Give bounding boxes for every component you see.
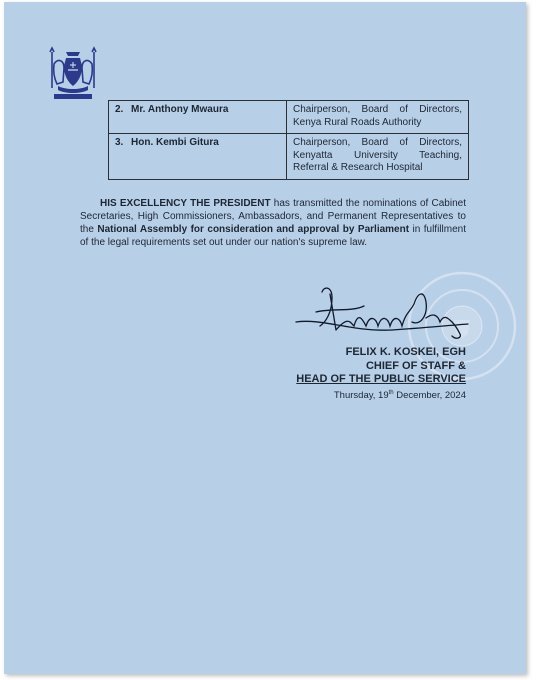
- emphasis-text: National Assembly for consideration and approval by Parliament: [97, 224, 410, 235]
- table-row: [109, 101, 469, 134]
- body-text-end: in fulfillment of the legal requirements set out under our nation's supreme law.: [80, 224, 466, 248]
- nominee-cell: [109, 101, 287, 134]
- coat-of-arms-icon: [44, 44, 102, 102]
- document-page: [4, 2, 526, 674]
- nominee-cell: [109, 134, 287, 180]
- nominee-role: Chairperson, Board of Directors, Kenya Rural Roads Authority: [287, 101, 469, 134]
- row-number: 2.: [115, 104, 124, 115]
- document-date: Thursday, 19th December, 2024: [333, 389, 466, 401]
- president-title: HIS EXCELLENCY THE PRESIDENT: [100, 198, 271, 209]
- signatory-name: FELIX K. KOSKEI, EGH: [345, 346, 466, 358]
- nominee-role: Chairperson, Board of Directors, Kenyatta University Teaching, Referral & Research Hospital: [287, 134, 469, 180]
- body-text: has transmitted the nominations of Cabinet Secretaries, High Commissioners, Ambassadors, and Permanent Representatives to the: [80, 198, 466, 235]
- signature-block: [296, 346, 466, 402]
- signatory-office: HEAD OF THE PUBLIC SERVICE: [296, 373, 466, 385]
- statement-paragraph: [80, 197, 466, 249]
- table-row: [109, 134, 469, 180]
- handwritten-signature-icon: [292, 282, 482, 344]
- nominee-name: Mr. Anthony Mwaura: [131, 104, 229, 115]
- nominee-name: Hon. Kembi Gitura: [131, 137, 219, 148]
- signatory-title: CHIEF OF STAFF &: [365, 359, 466, 372]
- nominations-table: [108, 100, 469, 180]
- row-number: 3.: [115, 137, 124, 148]
